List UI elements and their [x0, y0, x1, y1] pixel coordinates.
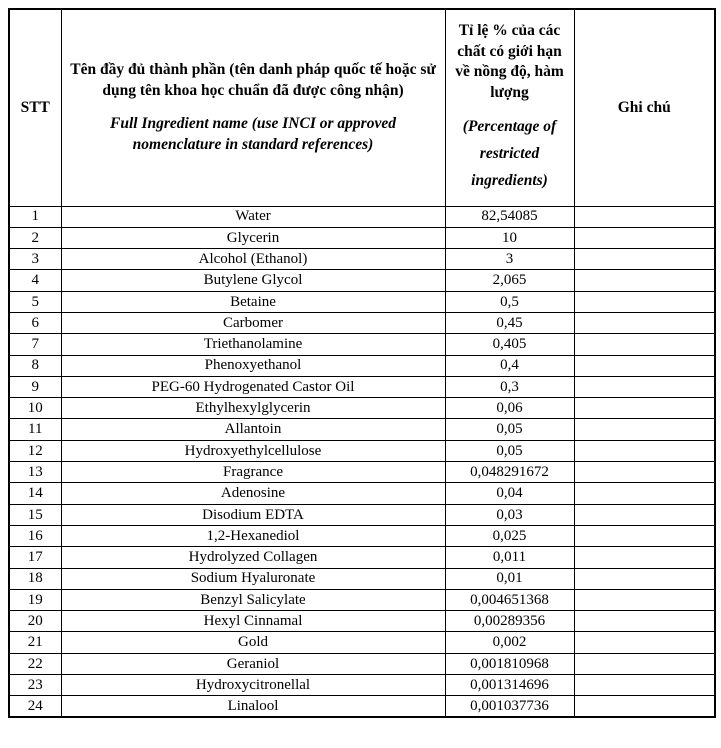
header-percentage	[445, 9, 574, 206]
cell-stt: 17	[9, 547, 61, 568]
cell-stt: 14	[9, 483, 61, 504]
cell-stt: 21	[9, 632, 61, 653]
table-row	[9, 611, 715, 632]
cell-note	[574, 547, 715, 568]
cell-ingredient-name: Betaine	[61, 291, 445, 312]
ingredient-table-body	[9, 206, 715, 717]
cell-percentage: 0,06	[445, 398, 574, 419]
header-ingredient-name-vi: Tên đầy đủ thành phần (tên danh pháp quốc tế hoặc sử dụng tên khoa học chuẩn đã được công nhận)	[70, 61, 436, 99]
cell-ingredient-name: PEG-60 Hydrogenated Castor Oil	[61, 376, 445, 397]
cell-note	[574, 249, 715, 270]
cell-stt: 18	[9, 568, 61, 589]
cell-ingredient-name: Water	[61, 206, 445, 227]
table-row	[9, 483, 715, 504]
table-row	[9, 525, 715, 546]
cell-ingredient-name: Sodium Hyaluronate	[61, 568, 445, 589]
cell-note	[574, 504, 715, 525]
cell-ingredient-name: Phenoxyethanol	[61, 355, 445, 376]
cell-percentage: 0,01	[445, 568, 574, 589]
cell-stt: 3	[9, 249, 61, 270]
cell-ingredient-name: Fragrance	[61, 462, 445, 483]
cell-note	[574, 206, 715, 227]
cell-note	[574, 653, 715, 674]
header-percentage-vi: Tỉ lệ % của các chất có giới hạn về nồng độ, hàm lượng	[455, 22, 564, 101]
cell-percentage: 0,45	[445, 312, 574, 333]
table-row	[9, 312, 715, 333]
cell-stt: 11	[9, 419, 61, 440]
cell-note	[574, 696, 715, 717]
table-row	[9, 696, 715, 717]
cell-ingredient-name: Geraniol	[61, 653, 445, 674]
cell-stt: 7	[9, 334, 61, 355]
cell-ingredient-name: Hexyl Cinnamal	[61, 611, 445, 632]
cell-stt: 23	[9, 675, 61, 696]
cell-note	[574, 568, 715, 589]
table-row	[9, 675, 715, 696]
table-row	[9, 270, 715, 291]
table-row	[9, 355, 715, 376]
cell-note	[574, 419, 715, 440]
cell-percentage: 0,00289356	[445, 611, 574, 632]
cell-note	[574, 291, 715, 312]
cell-ingredient-name: Butylene Glycol	[61, 270, 445, 291]
cell-ingredient-name: Adenosine	[61, 483, 445, 504]
cell-note	[574, 398, 715, 419]
cell-note	[574, 312, 715, 333]
table-row	[9, 249, 715, 270]
cell-percentage: 0,405	[445, 334, 574, 355]
cell-ingredient-name: Linalool	[61, 696, 445, 717]
ingredient-table	[8, 8, 716, 718]
cell-stt: 1	[9, 206, 61, 227]
cell-note	[574, 675, 715, 696]
cell-percentage: 0,001314696	[445, 675, 574, 696]
cell-ingredient-name: Ethylhexylglycerin	[61, 398, 445, 419]
cell-ingredient-name: Benzyl Salicylate	[61, 589, 445, 610]
cell-note	[574, 462, 715, 483]
cell-stt: 20	[9, 611, 61, 632]
cell-note	[574, 334, 715, 355]
cell-stt: 9	[9, 376, 61, 397]
cell-note	[574, 525, 715, 546]
cell-note	[574, 440, 715, 461]
cell-stt: 19	[9, 589, 61, 610]
cell-ingredient-name: Triethanolamine	[61, 334, 445, 355]
cell-percentage: 0,3	[445, 376, 574, 397]
cell-ingredient-name: Hydroxyethylcellulose	[61, 440, 445, 461]
cell-note	[574, 589, 715, 610]
table-row	[9, 547, 715, 568]
cell-percentage: 0,4	[445, 355, 574, 376]
cell-ingredient-name: 1,2-Hexanediol	[61, 525, 445, 546]
cell-ingredient-name: Hydrolyzed Collagen	[61, 547, 445, 568]
header-ingredient-name	[61, 9, 445, 206]
cell-percentage: 0,05	[445, 440, 574, 461]
cell-ingredient-name: Hydroxycitronellal	[61, 675, 445, 696]
cell-percentage: 0,03	[445, 504, 574, 525]
cell-ingredient-name: Glycerin	[61, 227, 445, 248]
cell-stt: 13	[9, 462, 61, 483]
cell-percentage: 3	[445, 249, 574, 270]
cell-percentage: 0,002	[445, 632, 574, 653]
table-row	[9, 589, 715, 610]
cell-percentage: 0,05	[445, 419, 574, 440]
cell-stt: 8	[9, 355, 61, 376]
cell-stt: 12	[9, 440, 61, 461]
cell-percentage: 2,065	[445, 270, 574, 291]
cell-percentage: 0,04	[445, 483, 574, 504]
cell-stt: 15	[9, 504, 61, 525]
table-row	[9, 419, 715, 440]
cell-ingredient-name: Allantoin	[61, 419, 445, 440]
cell-stt: 2	[9, 227, 61, 248]
table-row	[9, 227, 715, 248]
cell-stt: 16	[9, 525, 61, 546]
header-stt: STT	[9, 9, 61, 206]
cell-stt: 22	[9, 653, 61, 674]
table-row	[9, 291, 715, 312]
cell-percentage: 10	[445, 227, 574, 248]
cell-ingredient-name: Gold	[61, 632, 445, 653]
cell-stt: 24	[9, 696, 61, 717]
table-row	[9, 462, 715, 483]
cell-stt: 10	[9, 398, 61, 419]
cell-note	[574, 355, 715, 376]
cell-stt: 5	[9, 291, 61, 312]
cell-note	[574, 632, 715, 653]
cell-ingredient-name: Alcohol (Ethanol)	[61, 249, 445, 270]
cell-ingredient-name: Disodium EDTA	[61, 504, 445, 525]
cell-stt: 6	[9, 312, 61, 333]
table-row	[9, 653, 715, 674]
table-row	[9, 568, 715, 589]
table-row	[9, 376, 715, 397]
cell-percentage: 82,54085	[445, 206, 574, 227]
cell-stt: 4	[9, 270, 61, 291]
cell-percentage: 0,004651368	[445, 589, 574, 610]
table-row	[9, 334, 715, 355]
cell-note	[574, 376, 715, 397]
cell-ingredient-name: Carbomer	[61, 312, 445, 333]
cell-note	[574, 227, 715, 248]
table-row	[9, 504, 715, 525]
cell-note	[574, 270, 715, 291]
table-row	[9, 206, 715, 227]
cell-percentage: 0,5	[445, 291, 574, 312]
header-note: Ghi chú	[574, 9, 715, 206]
header-percentage-en: (Percentage of restricted ingredients)	[462, 117, 557, 190]
cell-note	[574, 483, 715, 504]
table-row	[9, 440, 715, 461]
cell-note	[574, 611, 715, 632]
cell-percentage: 0,025	[445, 525, 574, 546]
header-row	[9, 9, 715, 206]
cell-percentage: 0,048291672	[445, 462, 574, 483]
table-row	[9, 398, 715, 419]
cell-percentage: 0,001810968	[445, 653, 574, 674]
cell-percentage: 0,011	[445, 547, 574, 568]
cell-percentage: 0,001037736	[445, 696, 574, 717]
header-ingredient-name-en: Full Ingredient name (use INCI or approved nomenclature in standard references)	[110, 115, 396, 153]
table-row	[9, 632, 715, 653]
